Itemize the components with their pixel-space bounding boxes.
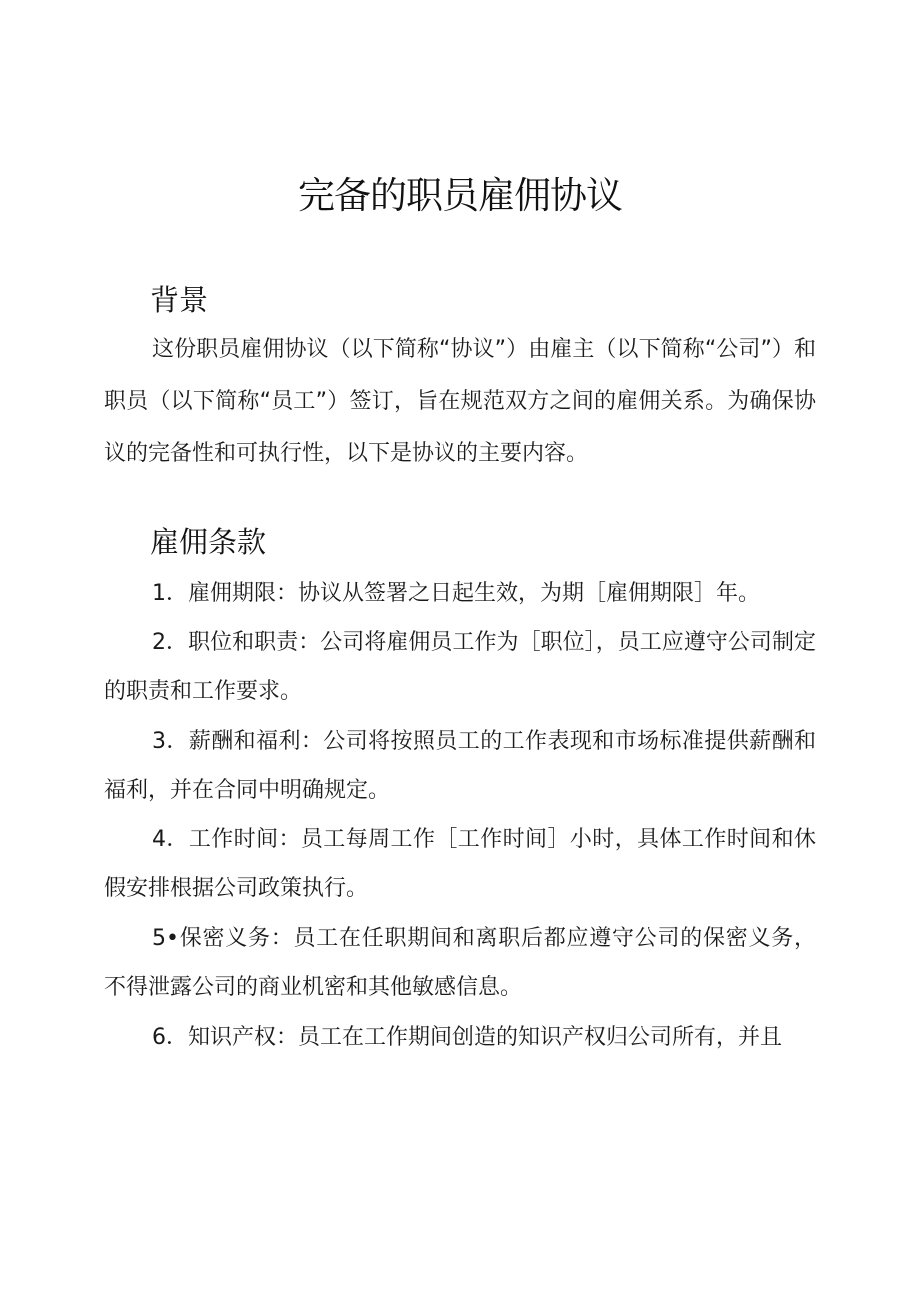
clause-item (104, 717, 816, 815)
clause-item (104, 618, 816, 716)
background-paragraph: 这份职员雇佣协议（以下简称“协议”）由雇主（以下简称“公司”）和职员（以下简称“员工”）签订，旨在规范双方之间的雇佣关系。为确保协议的完备性和可执行性，以下是协议的主要内容。 (104, 337, 816, 466)
clause-item (104, 815, 816, 913)
clause-text: 5•保密义务：员工在任职期间和离职后都应遵守公司的保密义务，不得泄露公司的商业机密和其他敏感信息。 (104, 926, 816, 1000)
clause-item (104, 1013, 816, 1062)
clause-text: 2．职位和职责：公司将雇佣员工作为［职位］，员工应遵守公司制定的职责和工作要求。 (104, 630, 816, 704)
section-heading-employment-terms: 雇佣条款 (150, 525, 267, 559)
clause-item (104, 569, 816, 618)
clause-text: 1．雇佣期限：协议从签署之日起生效，为期［雇佣期限］年。 (152, 581, 760, 606)
document-title: 完备的职员雇佣协议 (298, 174, 622, 217)
section-heading-background: 背景 (150, 283, 209, 317)
clause-text: 6．知识产权：员工在工作期间创造的知识产权归公司所有，并且 (152, 1025, 782, 1050)
clause-text: 3．薪酬和福利：公司将按照员工的工作表现和市场标准提供薪酬和福利，并在合同中明确规定。 (104, 729, 816, 803)
clause-item (104, 914, 816, 1012)
clause-text: 4．工作时间：员工每周工作［工作时间］小时，具体工作时间和休假安排根据公司政策执行。 (104, 827, 816, 901)
